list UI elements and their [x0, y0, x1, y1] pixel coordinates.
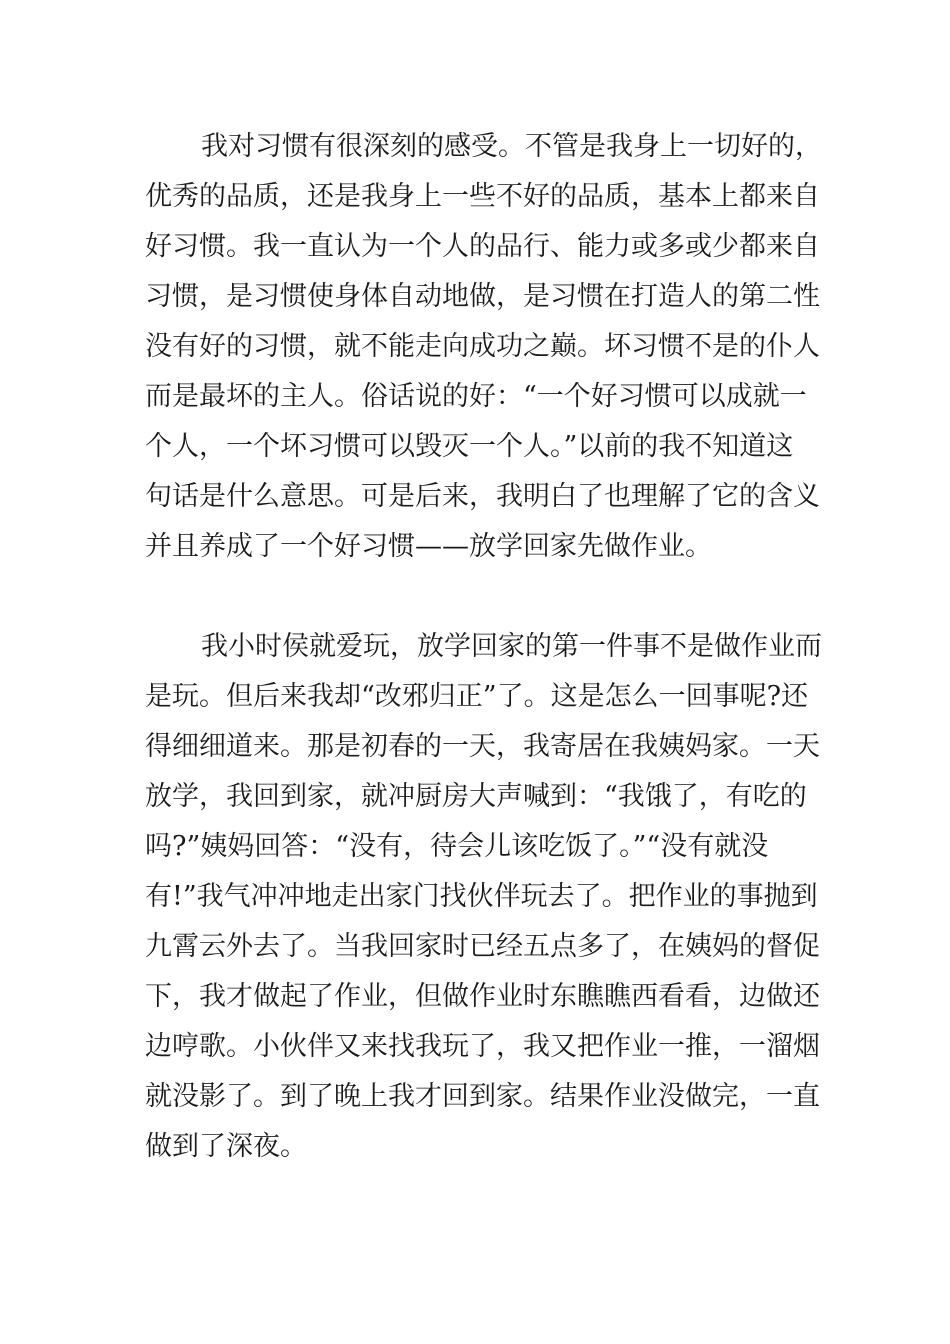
paragraph-line: 就没影了。到了晚上我才回到家。结果作业没做完，一直 [145, 1081, 820, 1112]
paragraph-line: 没有好的习惯，就不能走向成功之巅。坏习惯不是的仆人 [145, 331, 820, 362]
paragraph-line: 我小时侯就爱玩，放学回家的第一件事不是做作业而 [201, 631, 822, 662]
paragraph-line: 九霄云外去了。当我回家时已经五点多了，在姨妈的督促 [145, 931, 820, 962]
paragraph-line: 句话是什么意思。可是后来，我明白了也理解了它的含义 [145, 481, 820, 512]
paragraph-line: 优秀的品质，还是我身上一些不好的品质，基本上都来自 [145, 181, 820, 212]
paragraph-line: 边哼歌。小伙伴又来找我玩了，我又把作业一推，一溜烟 [145, 1031, 820, 1062]
paragraph-1 [145, 122, 822, 572]
paragraph-line: 好习惯。我一直认为一个人的品行、能力或多或少都来自 [145, 231, 820, 262]
paragraph-line: 下，我才做起了作业，但做作业时东瞧瞧西看看，边做还 [145, 981, 820, 1012]
paragraph-line: 做到了深夜。 [145, 1131, 307, 1162]
paragraph-line: 是玩。但后来我却“改邪归正”了。这是怎么一回事呢?还 [145, 681, 809, 712]
paragraph-line: 而是最坏的主人。俗话说的好：“一个好习惯可以成就一 [145, 381, 807, 412]
paragraph-2 [145, 622, 822, 1172]
paragraph-line: 习惯，是习惯使身体自动地做，是习惯在打造人的第二性 [145, 281, 820, 312]
paragraph-line: 得细细道来。那是初春的一天，我寄居在我姨妈家。一天 [145, 731, 820, 762]
paragraph-line: 个人，一个坏习惯可以毁灭一个人。”以前的我不知道这 [145, 431, 794, 462]
paragraph-line: 我对习惯有很深刻的感受。不管是我身上一切好的， [201, 131, 822, 162]
paragraph-line: 吗?”姨妈回答：“没有，待会儿该吃饭了。”“没有就没 [145, 831, 769, 862]
paragraph-line: 并且养成了一个好习惯——放学回家先做作业。 [145, 531, 712, 562]
paragraph-line: 放学，我回到家，就冲厨房大声喊到：“我饿了，有吃的 [145, 781, 807, 812]
paragraph-line: 有!”我气冲冲地走出家门找伙伴玩去了。把作业的事抛到 [145, 881, 818, 912]
